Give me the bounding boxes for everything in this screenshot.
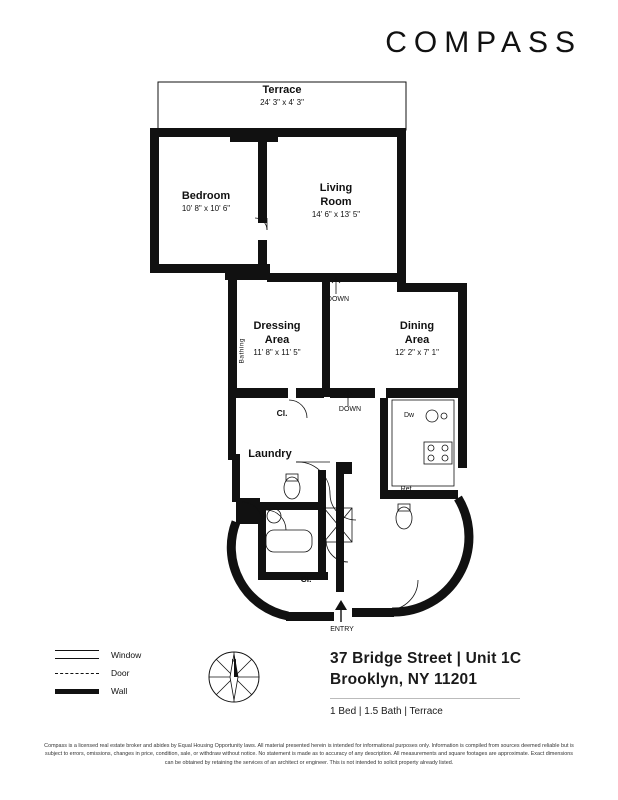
- legend-label-door: Door: [111, 668, 130, 678]
- room-label-dressing-area: Dressing Area 11' 8" x 11' 5": [232, 320, 322, 358]
- address-divider: [330, 698, 520, 699]
- compass-rose-icon: [205, 648, 263, 706]
- compass-logo: COMPASS: [385, 26, 582, 59]
- room-label-bedroom: Bedroom 10' 8" x 10' 6": [181, 190, 231, 213]
- stairs-down-label-living: DOWN: [326, 296, 350, 303]
- legend-item-wall: [55, 686, 141, 696]
- bathing-label: Bathing: [238, 337, 246, 364]
- address-line-1: 37 Bridge Street | Unit 1C: [330, 650, 522, 667]
- property-address: [330, 650, 521, 717]
- room-label-dining-line2: Area: [404, 333, 430, 346]
- floorplan-diagram: [0, 70, 618, 633]
- room-label-terrace: Terrace 24' 3" x 4' 3": [260, 84, 304, 107]
- window-icon: [55, 650, 99, 660]
- room-label-living-room: Living Room 14' 6" x 13' 5": [290, 182, 382, 220]
- compass-north-label: N: [231, 659, 237, 666]
- entry-label: ENTRY: [330, 626, 354, 633]
- legend-item-window: [55, 650, 141, 660]
- closet-label-upper: Cl.: [276, 408, 288, 418]
- legend: [55, 650, 141, 704]
- room-label-dressing-line1: Dressing: [253, 320, 301, 332]
- dishwasher-label: Dw: [403, 412, 415, 419]
- legend-label-wall: Wall: [111, 686, 128, 696]
- legend-item-door: [55, 668, 141, 678]
- room-label-dressing-line2: Area: [264, 333, 290, 346]
- room-label-dining-area: Dining Area 12' 2" x 7' 1": [372, 320, 462, 358]
- address-line-2: Brooklyn, NY 11201: [330, 671, 478, 688]
- room-label-living-room-line2: Room: [320, 195, 352, 208]
- room-label-living-room-line1: Living: [319, 182, 353, 194]
- closet-label-lower: Cl.: [300, 574, 312, 584]
- room-label-dining-line1: Dining: [399, 320, 435, 332]
- wall-icon: [55, 686, 99, 696]
- legend-label-window: Window: [111, 650, 142, 660]
- stairs-down-label-dining: DOWN: [338, 406, 362, 413]
- disclaimer-text: Compass is a licensed real estate broker and abides by Equal Housing Opportunity laws. All material presented herein is intended for informational purposes only. Information is compiled from sources deemed reliable but is subject to errors, omissions, changes in price, condition, sale, or withdraw without notice. No statement is made as to accuracy of any description. All measurements and square footages are approximate. Exact dimensions can be obtained by retaining the services of an architect or engineer. This is not intended to solicit property already listed.: [44, 743, 574, 766]
- room-label-laundry: Laundry: [248, 448, 292, 460]
- property-details: 1 Bed | 1.5 Bath | Terrace: [330, 706, 443, 717]
- refrigerator-label: Ref.: [400, 486, 414, 493]
- door-icon: [55, 668, 99, 678]
